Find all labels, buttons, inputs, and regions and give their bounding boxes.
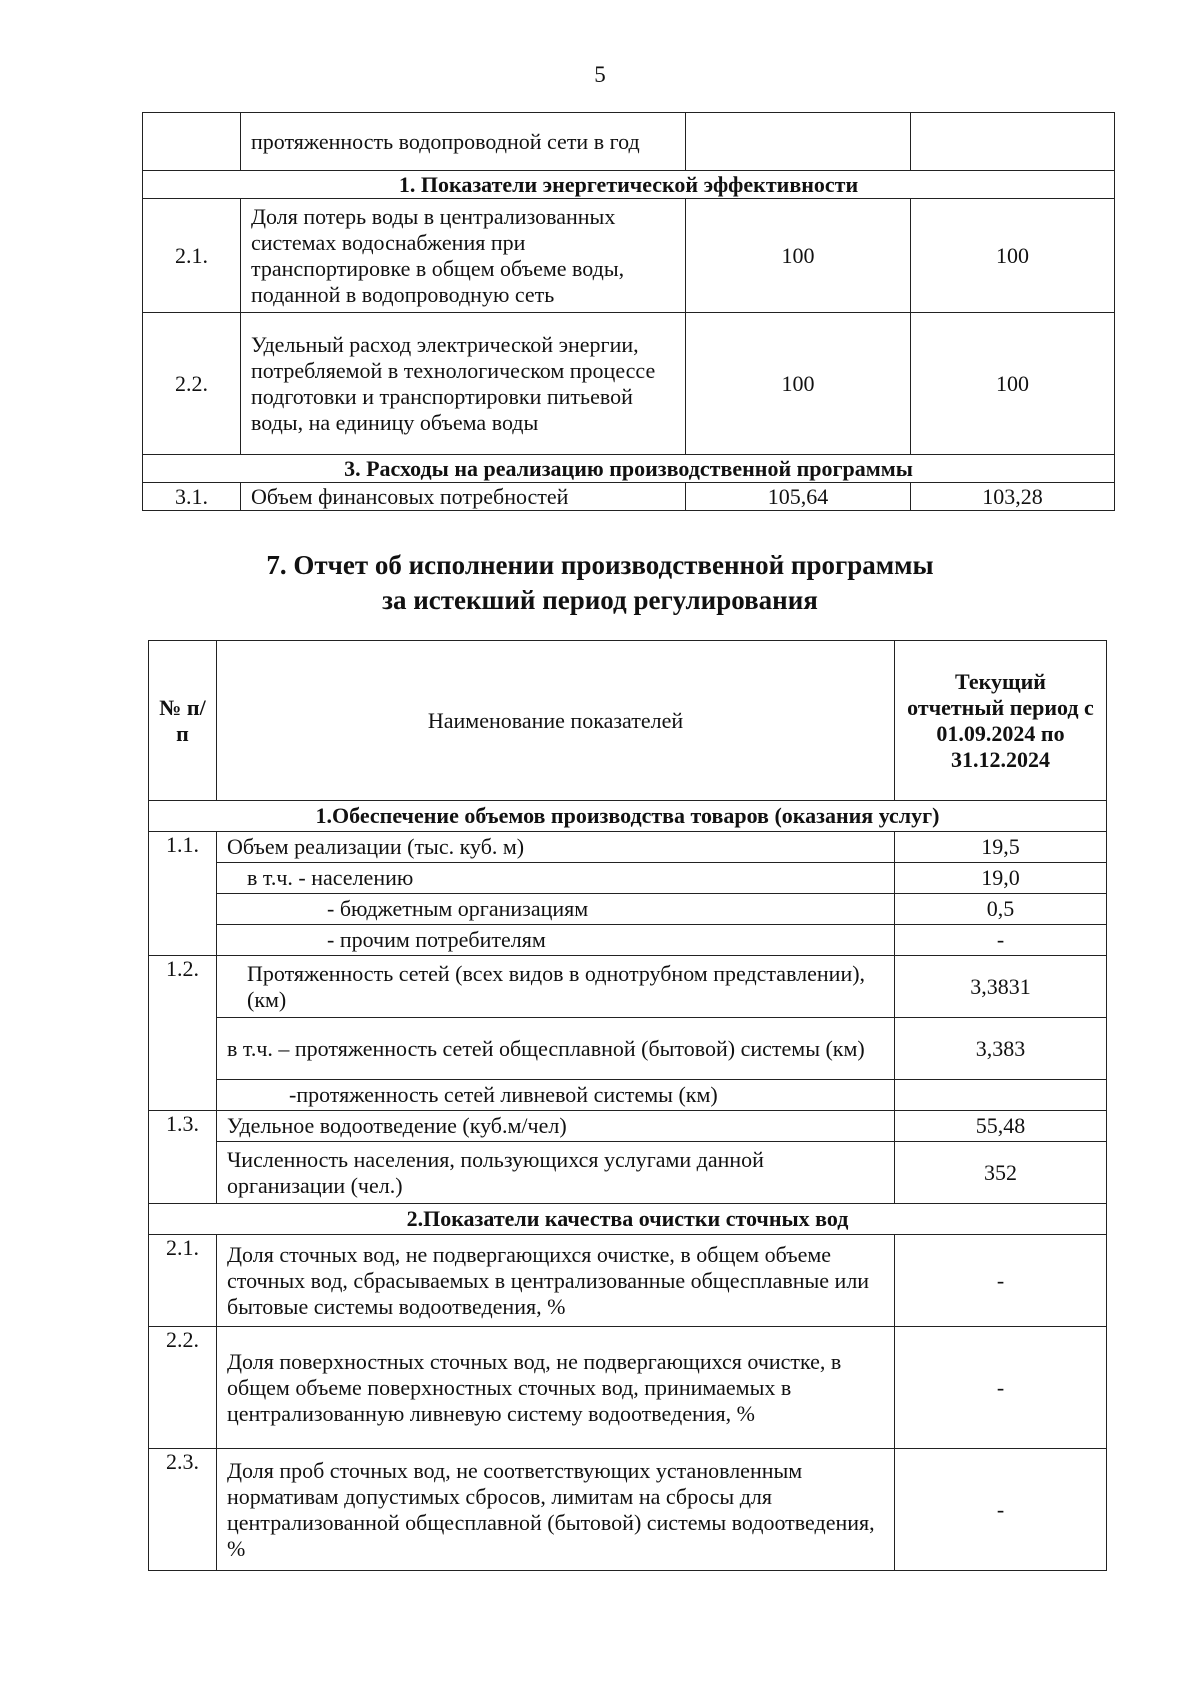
value-cell: 352	[895, 1142, 1107, 1204]
table-row	[149, 1327, 1107, 1449]
indicator-name: в т.ч. – протяженность сетей общесплавной (бытовой) системы (км)	[217, 1018, 895, 1080]
indicator-name: Доля потерь воды в централизованных системах водоснабжения при транспортировке в общем объеме воды, поданной в водопроводную сеть	[241, 199, 686, 313]
section-heading: 3. Расходы на реализацию производственной программы	[143, 455, 1115, 483]
section-title-line: за истекший период регулирования	[382, 585, 818, 615]
value-cell: 3,3831	[895, 956, 1107, 1018]
value-cell: 103,28	[911, 483, 1115, 511]
table-row	[149, 925, 1107, 956]
value-cell: -	[895, 925, 1107, 956]
table-row	[149, 863, 1107, 894]
indicator-name: в т.ч. - населению	[217, 863, 895, 894]
value-cell: 3,383	[895, 1018, 1107, 1080]
table-row	[143, 113, 1115, 171]
indicator-name: Доля поверхностных сточных вод, не подвергающихся очистке, в общем объеме поверхностных сточных вод, принимаемых в централизованную ливневую систему водоотведения, %	[217, 1327, 895, 1449]
row-number	[143, 113, 241, 171]
table-row	[149, 1018, 1107, 1080]
value-cell	[911, 113, 1115, 171]
column-header-name: Наименование показателей	[217, 641, 895, 801]
table-row	[143, 483, 1115, 511]
indicator-name: Объем финансовых потребностей	[241, 483, 686, 511]
row-number: 1.1.	[149, 832, 217, 956]
indicator-name: -протяженность сетей ливневой системы (км)	[217, 1080, 895, 1111]
value-cell: 19,0	[895, 863, 1107, 894]
section-title	[0, 548, 1200, 618]
indicator-name: протяженность водопроводной сети в год	[241, 113, 686, 171]
value-cell: 0,5	[895, 894, 1107, 925]
indicator-name: Численность населения, пользующихся услугами данной организации (чел.)	[217, 1142, 895, 1204]
table-row	[149, 1142, 1107, 1204]
table-row	[149, 1449, 1107, 1571]
indicator-name: Объем реализации (тыс. куб. м)	[217, 832, 895, 863]
table-row	[149, 1111, 1107, 1142]
indicator-name: Протяженность сетей (всех видов в однотрубном представлении), (км)	[217, 956, 895, 1018]
section-heading: 1. Показатели энергетической эффективности	[143, 171, 1115, 199]
row-number: 2.2.	[143, 313, 241, 455]
section-row	[143, 455, 1115, 483]
column-header-number: № п/п	[149, 641, 217, 801]
section-heading: 2.Показатели качества очистки сточных вод	[149, 1204, 1107, 1235]
column-header-period: Текущий отчетный период с 01.09.2024 по 31.12.2024	[895, 641, 1107, 801]
row-number: 3.1.	[143, 483, 241, 511]
table-row	[143, 313, 1115, 455]
section-row	[143, 171, 1115, 199]
row-number: 2.2.	[149, 1327, 217, 1449]
indicator-name: Доля сточных вод, не подвергающихся очистке, в общем объеме сточных вод, сбрасываемых в централизованные общесплавные или бытовые системы водоотведения, %	[217, 1235, 895, 1327]
table-row	[149, 1080, 1107, 1111]
table-row	[149, 956, 1107, 1018]
value-cell: -	[895, 1235, 1107, 1327]
header-row	[149, 641, 1107, 801]
value-cell	[895, 1080, 1107, 1111]
section-title-line: 7. Отчет об исполнении производственной программы	[266, 550, 934, 580]
value-cell: 100	[911, 313, 1115, 455]
indicator-name: Доля проб сточных вод, не соответствующих установленным нормативам допустимых сбросов, лимитам на сбросы для централизованной общесплавной (бытовой) системы водоотведения, %	[217, 1449, 895, 1571]
value-cell: 100	[686, 199, 911, 313]
table-row	[143, 199, 1115, 313]
row-number: 2.1.	[149, 1235, 217, 1327]
row-number: 2.3.	[149, 1449, 217, 1571]
value-cell: 105,64	[686, 483, 911, 511]
value-cell: 55,48	[895, 1111, 1107, 1142]
value-cell: 100	[686, 313, 911, 455]
indicator-name: Удельное водоотведение (куб.м/чел)	[217, 1111, 895, 1142]
table-row	[149, 832, 1107, 863]
value-cell	[686, 113, 911, 171]
section-heading: 1.Обеспечение объемов производства товаров (оказания услуг)	[149, 801, 1107, 832]
row-number: 1.2.	[149, 956, 217, 1111]
indicator-name: - прочим потребителям	[217, 925, 895, 956]
value-cell: 19,5	[895, 832, 1107, 863]
value-cell: 100	[911, 199, 1115, 313]
row-number: 1.3.	[149, 1111, 217, 1204]
indicator-name: - бюджетным организациям	[217, 894, 895, 925]
page-number: 5	[594, 62, 606, 87]
row-number: 2.1.	[143, 199, 241, 313]
program-report-table	[148, 640, 1107, 1571]
table-row	[149, 1235, 1107, 1327]
value-cell: -	[895, 1449, 1107, 1571]
value-cell: -	[895, 1327, 1107, 1449]
section-row	[149, 1204, 1107, 1235]
section-row	[149, 801, 1107, 832]
table-row	[149, 894, 1107, 925]
indicator-name: Удельный расход электрической энергии, потребляемой в технологическом процессе подготовки и транспортировки питьевой воды, на единицу объема воды	[241, 313, 686, 455]
energy-efficiency-table	[142, 112, 1115, 511]
